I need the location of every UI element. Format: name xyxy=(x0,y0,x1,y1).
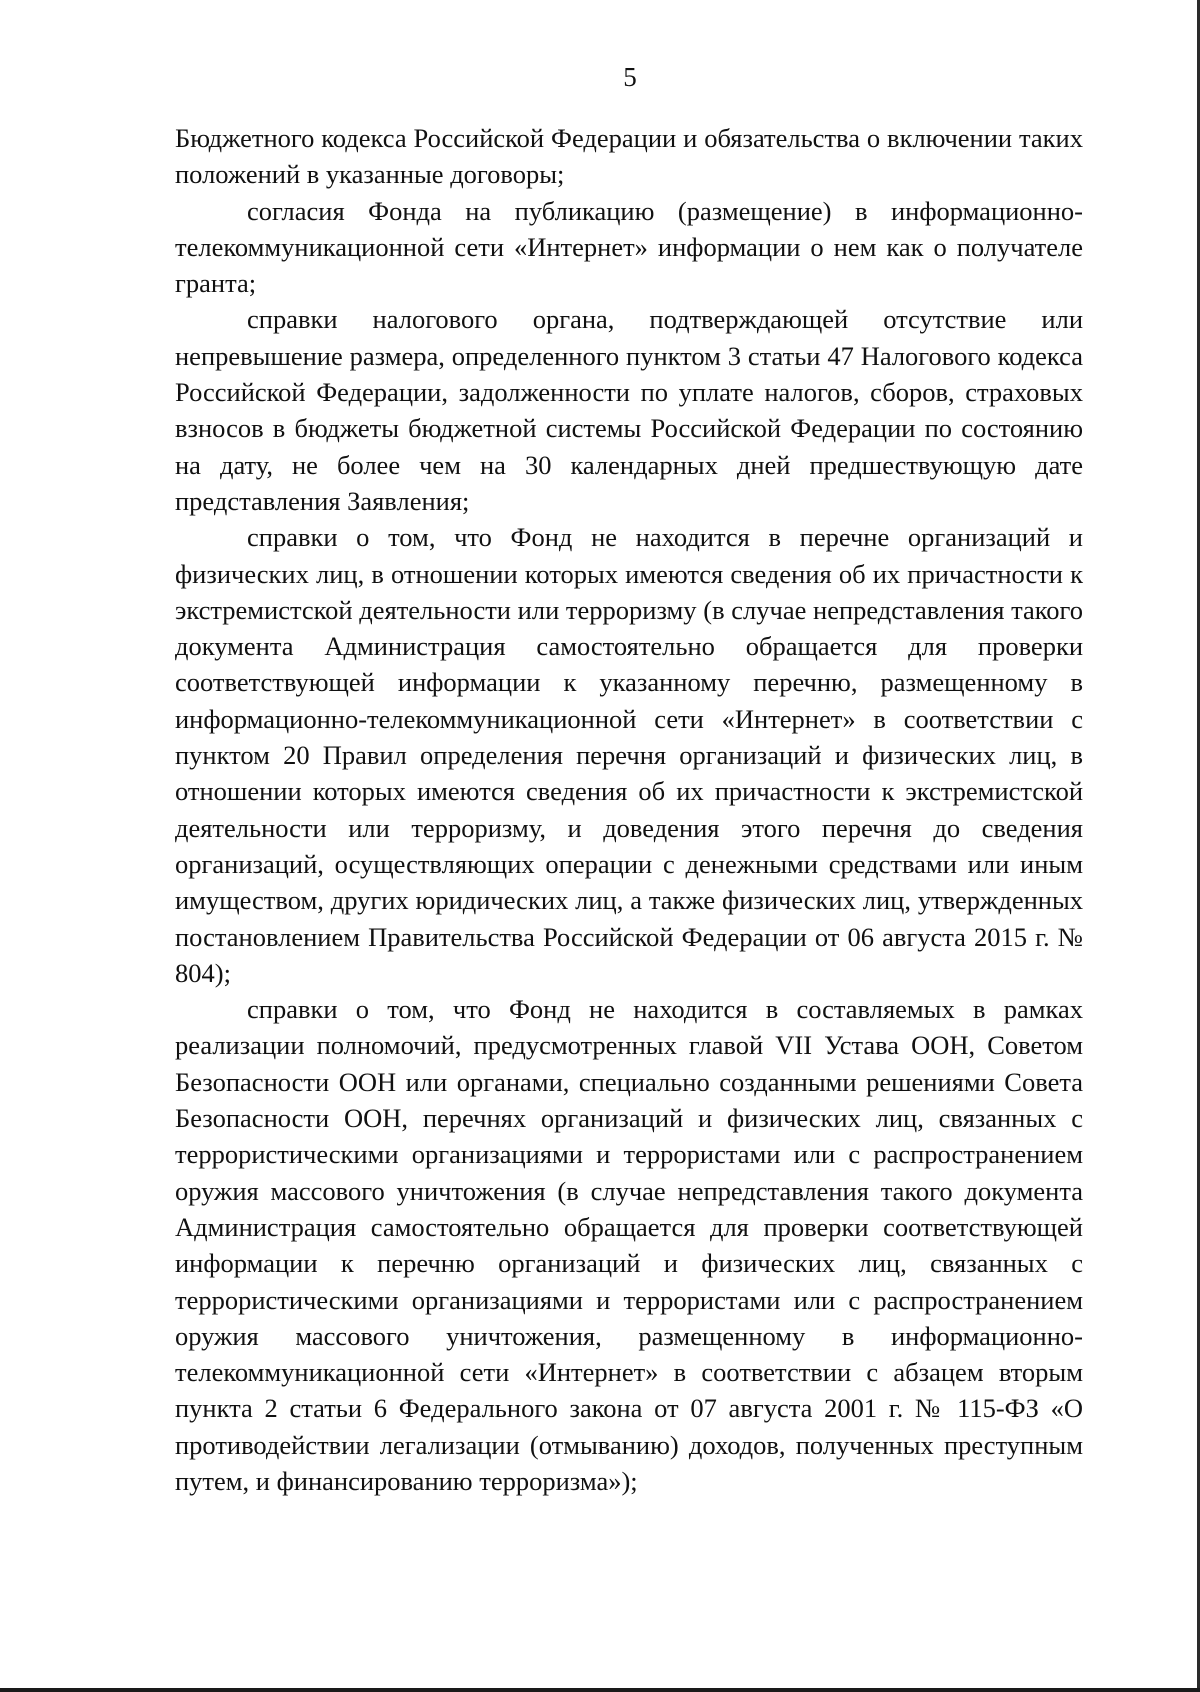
paragraph-extremism-list-certificate: справки о том, что Фонд не находится в перечне организаций и физических лиц, в отношении которых имеются сведения об их причастности к экстремистской деятельности или терроризму (в случае непредставления такого документа Администрация самостоятельно обращается для проверки соответствующей информации к указанному перечню, размещенному в информационно-телекоммуникационной сети «Интернет» в соответствии с пунктом 20 Правил определения перечня организаций и физических лиц, в отношении которых имеются сведения об их причастности к экстремистской деятельности или терроризму, и доведения этого перечня до сведения организаций, осуществляющих операции с денежными средствами или иным имуществом, других юридических лиц, а также физических лиц, утвержденных постановлением Правительства Российской Федерации от 06 августа 2015 г. № 804); xyxy=(175,522,1083,988)
paragraph-un-list-certificate: справки о том, что Фонд не находится в составляемых в рамках реализации полномочий, предусмотренных главой VII Устава ООН, Советом Безопасности ООН или органами, специально созданными решениями Совета Безопасности ООН, перечнях организаций и физических лиц, связанных с террористическими организациями и террористами или с распространением оружия массового уничтожения (в случае непредставления такого документа Администрация самостоятельно обращается для проверки соответствующей информации к перечню организаций и физических лиц, связанных с террористическими организациями и террористами или с распространением оружия массового уничтожения, размещенному в информационно-телекоммуникационной сети «Интернет» в соответствии с абзацем вторым пункта 2 статьи 6 Федерального закона от 07 августа 2001 г. № 115-ФЗ «О противодействии легализации (отмыванию) доходов, полученных преступным путем, и финансированию терроризма»); xyxy=(175,994,1083,1496)
page-number: 5 xyxy=(623,62,637,92)
document-body xyxy=(175,120,1083,1499)
scan-bottom-edge xyxy=(0,1688,1200,1692)
paragraph-publication-consent: согласия Фонда на публикацию (размещение) в информационно-телекоммуникационной сети «Интернет» информации о нем как о получателе гранта; xyxy=(175,195,1083,299)
paragraph-tax-certificate: справки налогового органа, подтверждающей отсутствие или непревышение размера, определенного пунктом 3 статьи 47 Налогового кодекса Российской Федерации, задолженности по уплате налогов, сборов, страховых взносов в бюджеты бюджетной системы Российской Федерации по состоянию на дату, не более чем на 30 календарных дней предшествующую дате представления Заявления; xyxy=(175,304,1083,516)
paragraph-budget-code-continuation: Бюджетного кодекса Российской Федерации и обязательства о включении таких положений в указанные договоры; xyxy=(175,123,1083,190)
